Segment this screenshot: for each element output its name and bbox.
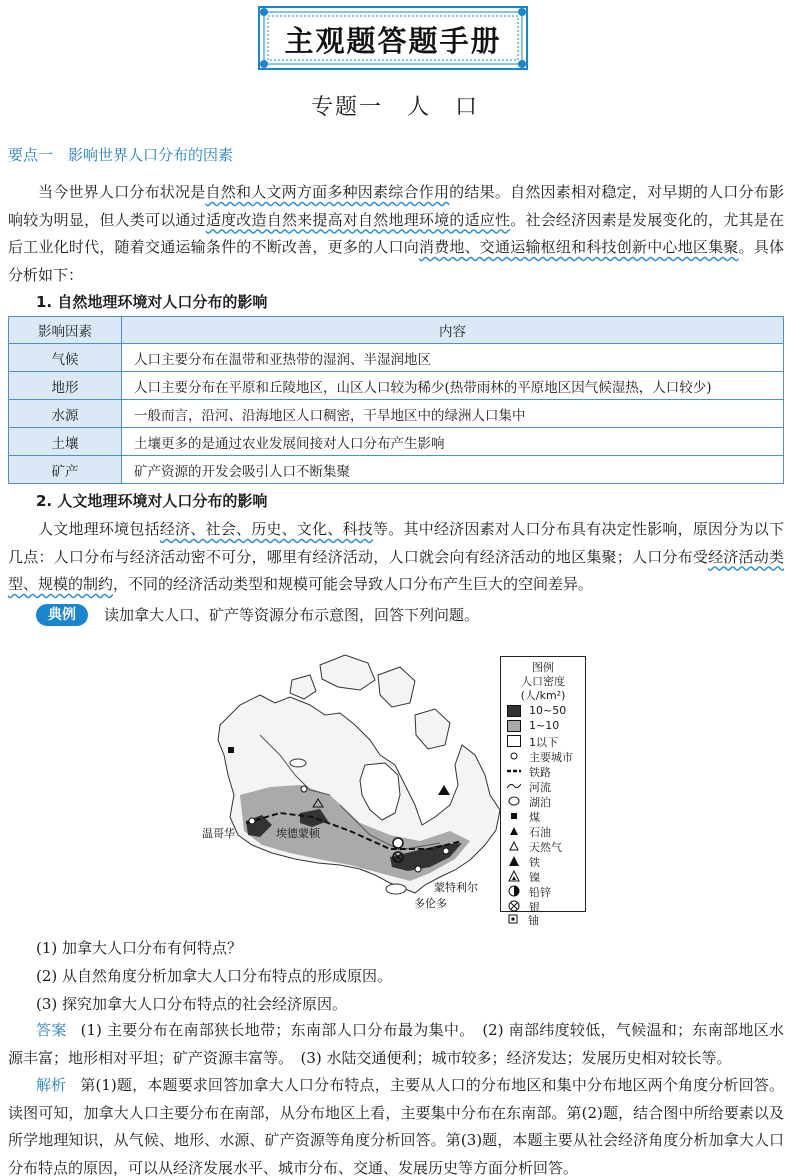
analysis-text: 第(1)题，本题要求回答加拿大人口分布特点，主要从人口的分布地区和集中分布地区两个角度分析回答。读图可知，加拿大人口主要分布在南部，从分布地区上看，主要集中分布在东南部。第(2)题，结合图中所给要素以及所学地理知识，从气候、地形、水源、矿产资源等角度分析回答。第(3)题，本题主要从社会经济角度分析加拿大人口分布特点的原因，可以从经济发展水平、城市分布、交通、发展历史等方面分析回答。 <box>8 1076 784 1176</box>
section2-text-2: 等。其中经济因素对人口分布具有决定性影响，原因分为以下几点：人口分布与经济活动密不可分，哪里有经济活动，人口就会向有经济活动的地区集聚；人口分布受 <box>8 520 784 566</box>
lead-zinc-icon <box>507 885 521 897</box>
section2-text-1: 人文地理环境包括 <box>38 520 160 538</box>
river-icon <box>507 780 521 792</box>
railway-icon <box>507 765 521 777</box>
answer-tag: 答案 <box>36 1021 67 1039</box>
section2-emphasis-1: 经济、社会、历史、文化、科技 <box>159 520 374 538</box>
factor-table <box>8 316 784 484</box>
intro-text-3: 。社会经济因素是发展变化的，尤其是在后工业化时代，随着交通运输条件的不断改善，更多的人口向 <box>8 210 784 256</box>
legend-label: 湖泊 <box>529 796 551 809</box>
table-row <box>9 372 784 400</box>
intro-text-4: 。具体分析如下： <box>8 238 784 284</box>
content-cell: 矿产资源的开发会吸引人口不断集聚 <box>122 456 784 484</box>
content-cell: 人口主要分布在温带和亚热带的湿润、半湿润地区 <box>122 344 784 372</box>
factor-cell: 气候 <box>9 344 122 372</box>
map-label-toronto: 多伦多 <box>414 897 447 910</box>
legend-label: 镍 <box>529 871 540 884</box>
legend-label: 铅锌 <box>529 886 551 899</box>
intro-emphasis-2: 适度改造自然来提高对自然地理环境的适应性 <box>205 210 511 229</box>
table-header-factor: 影响因素 <box>9 317 122 344</box>
oil-icon <box>507 825 521 837</box>
nickel-icon <box>507 870 521 882</box>
city-icon <box>507 750 521 762</box>
topic-title: 专题一 人 口 <box>310 95 479 120</box>
legend-label: 铀 <box>528 914 539 927</box>
answer-block <box>8 1017 784 1072</box>
table-row <box>9 344 784 372</box>
section1-heading: 1. 自然地理环境对人口分布的影响 <box>36 293 268 311</box>
analysis-tag: 解析 <box>36 1076 67 1094</box>
example-prompt: 读加拿大人口、矿产等资源分布示意图，回答下列问题。 <box>104 606 480 624</box>
legend-label: 煤 <box>529 811 540 824</box>
intro-text-2: 的结果。自然因素相对稳定，对早期的人口分布影响较为明显，但人类可以通过 <box>8 183 784 229</box>
intro-emphasis-3: 消费地、交通运输枢纽和科技创新中心地区集聚 <box>418 238 739 256</box>
legend-label: 石油 <box>529 826 551 839</box>
legend-label: 1~10 <box>529 719 560 732</box>
table-row <box>9 428 784 456</box>
intro-paragraph <box>8 179 784 289</box>
section2-emphasis-2: 经济活动类型、规模的制约 <box>8 547 784 593</box>
question-2: (2) 从自然角度分析加拿大人口分布特点的形成原因。 <box>36 967 393 985</box>
content-cell: 一般而言，沿河、沿海地区人口稠密，干旱地区中的绿洲人口集中 <box>122 400 784 428</box>
table-header-content: 内容 <box>122 317 784 344</box>
content-cell: 土壤更多的是通过农业发展间接对人口分布产生影响 <box>122 428 784 456</box>
legend-density-title: 人口密度 <box>521 675 565 688</box>
question-3: (3) 探究加拿大人口分布特点的社会经济原因。 <box>36 995 348 1013</box>
intro-emphasis-1: 自然和人文两方面多种因素综合作用 <box>205 183 450 201</box>
section2-paragraph <box>8 516 784 599</box>
legend-label: 主要城市 <box>529 751 573 764</box>
question-1: (1) 加拿大人口分布有何特点？ <box>36 939 243 957</box>
map-label-edmonton: 埃德蒙顿 <box>276 827 320 840</box>
legend-label: 铁 <box>529 856 540 869</box>
canada-map-drawing <box>200 645 530 915</box>
uranium-icon <box>506 913 520 925</box>
table-header-row <box>9 317 784 344</box>
table-row <box>9 400 784 428</box>
section2-heading: 2. 人文地理环境对人口分布的影响 <box>36 492 268 510</box>
silver-icon <box>507 900 521 912</box>
section2-text-3: ，不同的经济活动类型和规模可能会导致人口分布产生巨大的空间差异。 <box>113 575 594 593</box>
content-cell: 人口主要分布在平原和丘陵地区，山区人口较为稀少(热带雨林的平原地区因气候湿热，人口较少) <box>122 372 784 400</box>
lake-icon <box>507 795 521 807</box>
natural-gas-icon <box>507 840 521 852</box>
point-heading: 要点一 影响世界人口分布的因素 <box>8 146 234 164</box>
intro-text-1: 当今世界人口分布状况是 <box>38 183 206 201</box>
legend-density-unit: (人/km²) <box>520 689 566 702</box>
map-label-vancouver: 温哥华 <box>202 827 235 840</box>
example-badge: 典例 <box>36 604 88 626</box>
iron-icon <box>507 855 521 867</box>
factor-cell: 地形 <box>9 372 122 400</box>
legend-label: 河流 <box>529 781 551 794</box>
map-legend <box>500 656 586 912</box>
legend-label: 天然气 <box>529 841 562 854</box>
manual-title: 主观题答题手册 <box>284 24 502 58</box>
answer-text: (1) 主要分布在南部狭长地带；东南部人口分布最为集中。 (2) 南部纬度较低，气候温和；东南部地区水源丰富；地形相对平坦；矿产资源丰富等。 (3) 水陆交通便利；城市较多；经济发达；发展历史相对较长等。 <box>8 1021 784 1067</box>
canada-map <box>200 645 530 915</box>
factor-cell: 水源 <box>9 400 122 428</box>
factor-cell: 土壤 <box>9 428 122 456</box>
density-medium-swatch <box>507 720 521 732</box>
factor-cell: 矿产 <box>9 456 122 484</box>
legend-label: 10~50 <box>529 704 567 717</box>
coal-icon <box>507 810 521 822</box>
header-banner <box>258 6 528 70</box>
legend-label: 银 <box>529 901 540 914</box>
table-row <box>9 456 784 484</box>
legend-title: 图例 <box>532 661 554 674</box>
density-low-swatch <box>507 735 521 747</box>
legend-label: 铁路 <box>529 766 551 779</box>
density-high-swatch <box>507 705 521 717</box>
analysis-block <box>8 1072 784 1176</box>
legend-label: 1以下 <box>529 736 558 749</box>
map-label-montreal: 蒙特利尔 <box>434 881 478 894</box>
